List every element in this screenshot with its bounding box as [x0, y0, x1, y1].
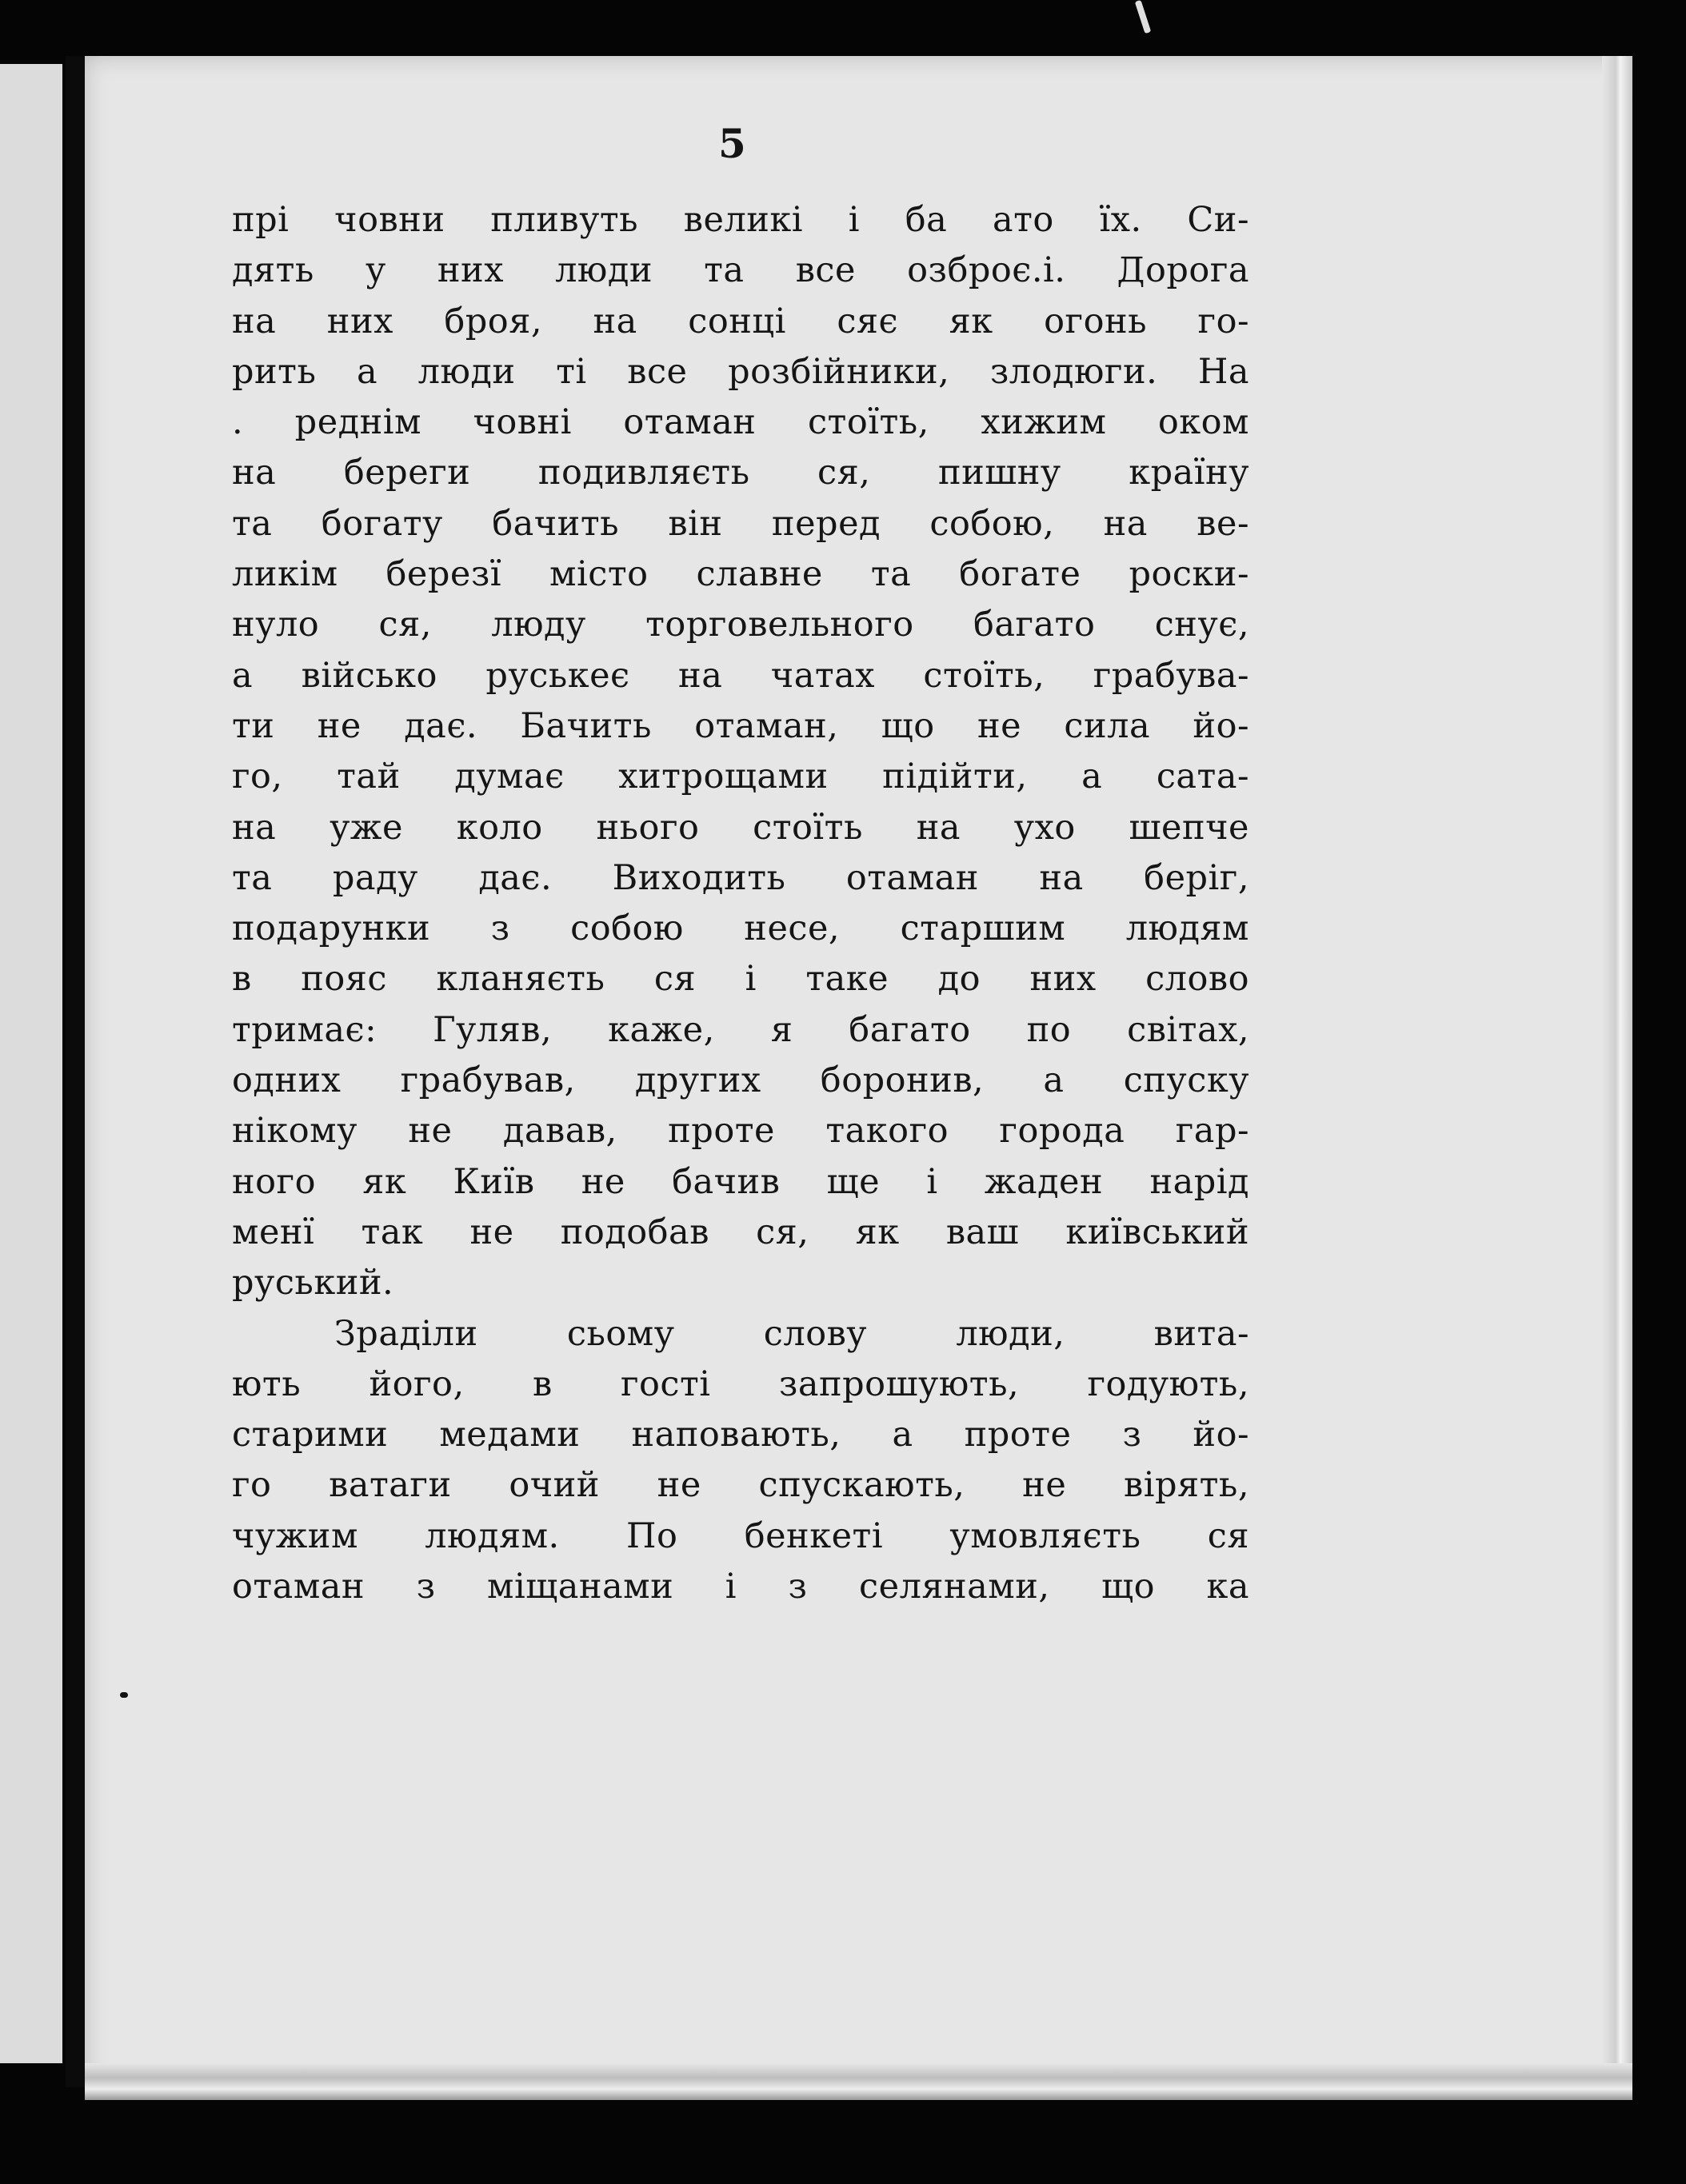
text-line: дять у них люди та все озброє.і. Дорога: [232, 250, 1249, 291]
scan-artifact: [1135, 0, 1152, 34]
previous-page-edge: [0, 64, 62, 2063]
text-line: в пояс кланяєть ся і таке до них слово: [232, 959, 1249, 1000]
text-line: ликім березї місто славне та богате роски-: [232, 554, 1249, 595]
page-bottom-edge: [85, 2063, 1632, 2100]
text-line: руський.: [232, 1263, 394, 1304]
text-line: нікому не давав, проте такого города гар-: [232, 1111, 1249, 1152]
text-line: го, тай думає хитрощами підійти, а сата-: [232, 757, 1249, 797]
text-line: а військо руськеє на чатах стоїть, грабува-: [232, 655, 1249, 696]
text-line: тримає: Гуляв, каже, я багато по світах,: [232, 1009, 1249, 1050]
text-line: го ватаги очий не спускають, не вірять,: [232, 1465, 1249, 1506]
page-number: 5: [718, 120, 746, 167]
text-line: та богату бачить він перед собою, на ве-: [232, 503, 1249, 544]
text-line: ного як Київ не бачив ще і жаден нарід: [232, 1161, 1249, 1202]
scan-speck: [120, 1692, 128, 1698]
text-line: одних грабував, других боронив, а спуску: [232, 1060, 1249, 1101]
text-line: на них броя, на сонці сяє як огонь го-: [232, 301, 1249, 341]
text-line: подарунки з собою несе, старшим людям: [232, 908, 1249, 949]
text-line: нуло ся, люду торговельного багато снує,: [232, 605, 1249, 645]
book-gutter: [66, 56, 85, 2087]
text-line: старими медами наповають, а проте з йо-: [232, 1415, 1249, 1455]
text-line: прі човни пливуть великі і ба ато їх. Си-: [232, 200, 1249, 240]
text-line: менї так не подобав ся, як ваш київський: [232, 1212, 1249, 1252]
text-line: рить а люди ті все розбійники, злодюги. На: [232, 351, 1249, 392]
text-line: на береги подивляєть ся, пишну країну: [232, 453, 1249, 493]
text-line: ти не дає. Бачить отаман, що не сила йо-: [232, 705, 1249, 746]
text-line: ють його, в гості запрошують, годують,: [232, 1364, 1249, 1404]
text-line: на уже коло нього стоїть на ухо шепче: [232, 807, 1249, 848]
text-line: . реднім човні отаман стоїть, хижим оком: [232, 402, 1249, 443]
paragraph-start-line: Зраділи сьому слову люди, вита-: [334, 1313, 1249, 1354]
text-line: та раду дає. Виходить отаман на беріг,: [232, 857, 1249, 898]
text-line: чужим людям. По бенкеті умовляєть ся: [232, 1515, 1249, 1556]
text-line: отаман з міщанами і з селянами, що ка: [232, 1567, 1249, 1607]
page-text: [232, 195, 1249, 1612]
